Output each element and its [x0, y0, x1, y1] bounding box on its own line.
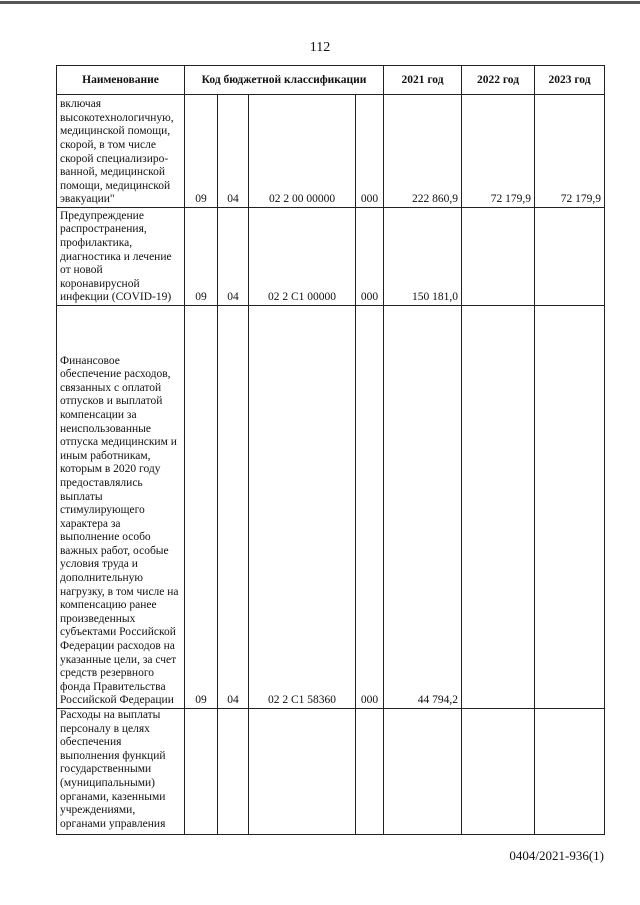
amount-2022: 72 179,9: [462, 95, 535, 208]
row-name: Предупреждение распространения, профилактика, диагностика и лечение от новой коронавирусной инфекции (COVID-19): [57, 208, 185, 306]
expense-type-code: [356, 709, 384, 835]
amount-2022: [462, 306, 535, 709]
table-row: [57, 95, 605, 208]
table-row: [57, 709, 605, 835]
target-article-code: 02 2 00 00000: [249, 95, 356, 208]
amount-2021: 222 860,9: [384, 95, 462, 208]
header-2023: 2023 год: [535, 66, 605, 95]
section-code: 09: [185, 95, 218, 208]
header-name: Наименование: [57, 66, 185, 95]
subsection-code: 04: [218, 306, 249, 709]
row-name: Финансовое обеспечение расходов, связанных с оплатой отпусков и выплатой компенсации за неиспользованные отпуска медицинским и иным работникам, которым в 2020 году предоставлялись выплаты стимулирующего характера за выполнение особо важных работ, особые условия труда и дополнительную нагрузку, в том числе на компенсацию ранее произведенных субъектами Российской Федерации расходов на указанные цели, за счет средств резервного фонда Правительства Российской Федерации: [57, 306, 185, 709]
amount-2021: 44 794,2: [384, 306, 462, 709]
section-code: 09: [185, 306, 218, 709]
page-number: 112: [309, 40, 331, 55]
expense-type-code: 000: [356, 306, 384, 709]
table-row: [57, 306, 605, 709]
header-2021: 2021 год: [384, 66, 462, 95]
amount-2021: 150 181,0: [384, 208, 462, 306]
amount-2022: [462, 709, 535, 835]
document-code: 0404/2021-936(1): [509, 848, 604, 863]
amount-2023: [535, 709, 605, 835]
expense-type-code: 000: [356, 95, 384, 208]
expense-type-code: 000: [356, 208, 384, 306]
target-article-code: 02 2 C1 58360: [249, 306, 356, 709]
subsection-code: 04: [218, 95, 249, 208]
subsection-code: [218, 709, 249, 835]
table-header-row: [57, 66, 605, 95]
table-row: [57, 208, 605, 306]
row-name: Расходы на выплаты персоналу в целях обеспечения выполнения функций государственными (муниципальными) органами, казенными учреждениями, органами управления: [57, 709, 185, 835]
header-2022: 2022 год: [462, 66, 535, 95]
amount-2022: [462, 208, 535, 306]
target-article-code: [249, 709, 356, 835]
budget-table: [56, 65, 605, 835]
row-name: включая высокотехнологичную, медицинской помощи, скорой, в том числе скорой специализиро-ванной, медицинской помощи, медицинской эвакуации": [57, 95, 185, 208]
amount-2023: [535, 306, 605, 709]
amount-2021: [384, 709, 462, 835]
section-code: 09: [185, 208, 218, 306]
amount-2023: [535, 208, 605, 306]
header-budget-code: Код бюджетной классификации: [185, 66, 384, 95]
amount-2023: 72 179,9: [535, 95, 605, 208]
target-article-code: 02 2 C1 00000: [249, 208, 356, 306]
top-border-line: [0, 1, 640, 4]
section-code: [185, 709, 218, 835]
subsection-code: 04: [218, 208, 249, 306]
